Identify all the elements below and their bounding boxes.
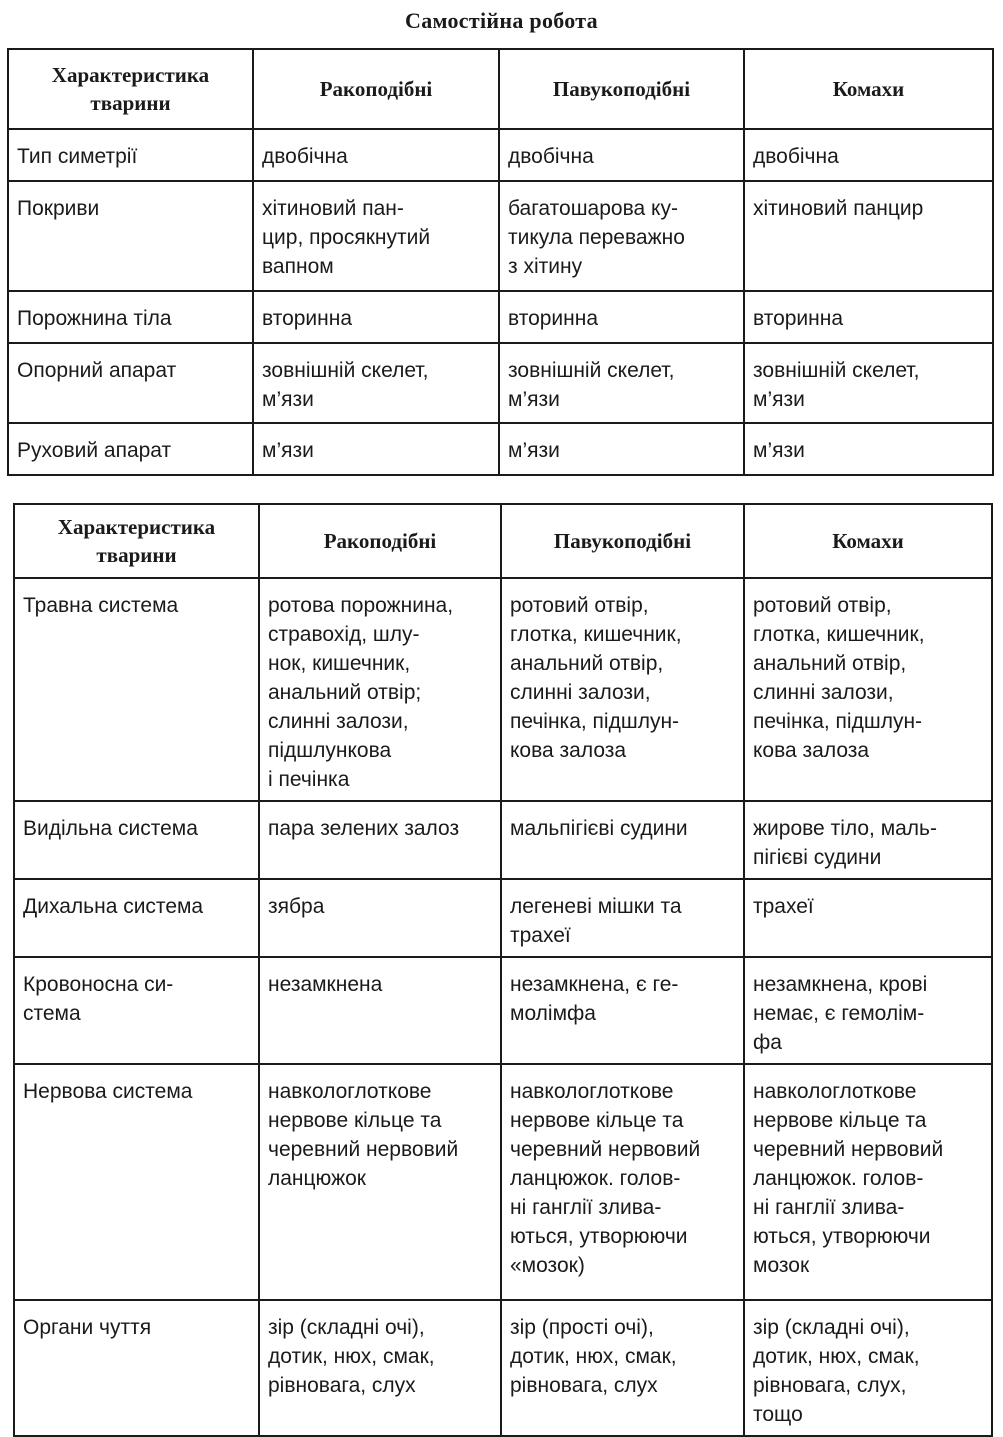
header-crustaceans: Ракоподібні [253, 49, 499, 129]
table-cell: двобічна [253, 129, 499, 181]
table-row [14, 957, 992, 1064]
page-title: Самостійна робота [405, 8, 598, 33]
row-label: Органи чуття [14, 1300, 259, 1436]
header-insects: Комахи [744, 504, 992, 578]
table-cell: навкологлоткове нервове кільце та черевний нервовий ланцюжок. голов- ні ганглії злива- ються, утворюючи «мозок) [501, 1064, 744, 1300]
table-cell: зовнішній скелет, м’язи [253, 343, 499, 423]
table-cell: зір (складні очі), дотик, нюх, смак, рівновага, слух, тощо [744, 1300, 992, 1436]
table-cell: зовнішній скелет, м’язи [744, 343, 993, 423]
table-cell: зір (прості очі), дотик, нюх, смак, рівновага, слух [501, 1300, 744, 1436]
table-cell: навкологлоткове нервове кільце та черевний нервовий ланцюжок. голов- ні ганглії злива- ються, утворюючи мозок [744, 1064, 992, 1300]
table-row [14, 1064, 992, 1300]
table-cell: вторинна [499, 291, 744, 343]
table-row [8, 291, 993, 343]
header-characteristic: Характеристика тварини [8, 49, 253, 129]
comparison-table-2 [13, 503, 993, 1437]
table-row [14, 879, 992, 957]
row-label: Тип симетрії [8, 129, 253, 181]
table-cell: хітиновий панцир [744, 181, 993, 291]
table-cell: легеневі мішки та трахеї [501, 879, 744, 957]
table-row [14, 1300, 992, 1436]
table-cell: трахеї [744, 879, 992, 957]
table-cell: мальпігієві судини [501, 801, 744, 879]
table-row [8, 423, 993, 475]
table-cell: м’язи [499, 423, 744, 475]
header-arachnids: Павукоподібні [501, 504, 744, 578]
table-cell: багатошарова ку- тикула переважно з хітину [499, 181, 744, 291]
table-cell: ротовий отвір, глотка, кишечник, анальний отвір, слинні залози, печінка, підшлун- кова залоза [744, 578, 992, 801]
row-label: Дихальна система [14, 879, 259, 957]
header-characteristic: Характеристика тварини [14, 504, 259, 578]
row-label: Кровоносна си- стема [14, 957, 259, 1064]
table-cell: пара зелених залоз [259, 801, 501, 879]
header-arachnids: Павукоподібні [499, 49, 744, 129]
table-row [8, 343, 993, 423]
table-cell: незамкнена [259, 957, 501, 1064]
table-cell: зір (складні очі), дотик, нюх, смак, рівновага, слух [259, 1300, 501, 1436]
row-label: Нервова система [14, 1064, 259, 1300]
row-label: Покриви [8, 181, 253, 291]
table-cell: ротова порожнина, стравохід, шлу- нок, кишечник, анальний отвір; слинні залози, підшлункова і печінка [259, 578, 501, 801]
comparison-table-1 [7, 48, 994, 476]
table-cell: м’язи [253, 423, 499, 475]
table-row [14, 801, 992, 879]
table-cell: зовнішній скелет, м’язи [499, 343, 744, 423]
table-cell: двобічна [744, 129, 993, 181]
table-cell: незамкнена, крові немає, є гемолім- фа [744, 957, 992, 1064]
header-crustaceans: Ракоподібні [259, 504, 501, 578]
table-row [8, 181, 993, 291]
row-label: Видільна система [14, 801, 259, 879]
table-cell: ротовий отвір, глотка, кишечник, анальний отвір, слинні залози, печінка, підшлун- кова залоза [501, 578, 744, 801]
row-label: Руховий апарат [8, 423, 253, 475]
table-cell: м’язи [744, 423, 993, 475]
row-label: Опорний апарат [8, 343, 253, 423]
table-cell: двобічна [499, 129, 744, 181]
table-cell: навкологлоткове нервове кільце та черевний нервовий ланцюжок [259, 1064, 501, 1300]
table-cell: хітиновий пан- цир, просякнутий вапном [253, 181, 499, 291]
table-row [14, 578, 992, 801]
table-cell: зябра [259, 879, 501, 957]
row-label: Травна система [14, 578, 259, 801]
table-cell: незамкнена, є ге- молімфа [501, 957, 744, 1064]
table-header-row [14, 504, 992, 578]
table-cell: жирове тіло, маль- пігієві судини [744, 801, 992, 879]
table-cell: вторинна [253, 291, 499, 343]
header-insects: Комахи [744, 49, 993, 129]
table-row [8, 129, 993, 181]
table-header-row [8, 49, 993, 129]
row-label: Порожнина тіла [8, 291, 253, 343]
table-cell: вторинна [744, 291, 993, 343]
